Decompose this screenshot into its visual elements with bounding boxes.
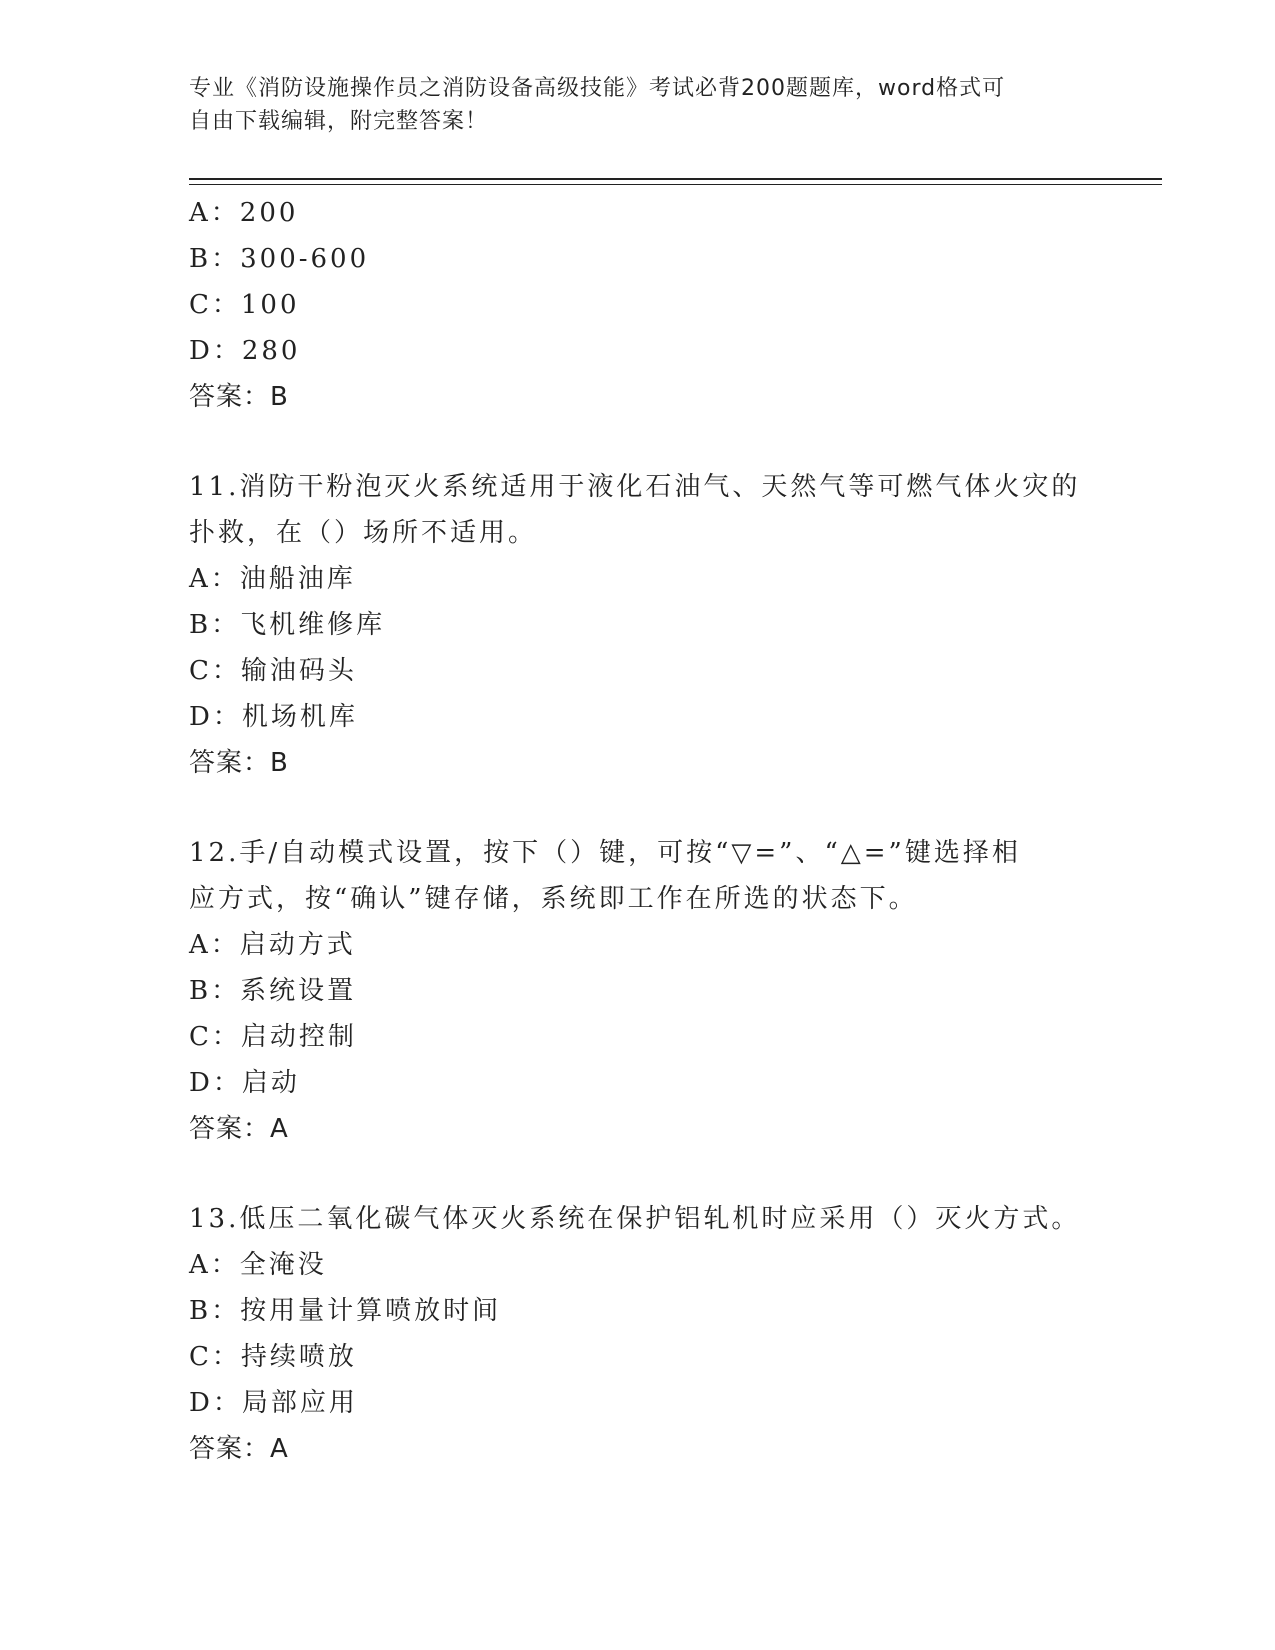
question-11 [189,464,1089,786]
answer-line: 答案：A [189,1114,289,1144]
question-13 [189,1196,1089,1472]
option-a: A：200 [189,198,299,228]
question-text-line-1: 12.手/自动模式设置，按下（）键，可按“▽=”、“△=”键选择相 [189,838,1021,868]
answer-line: 答案：B [189,748,289,778]
answer-line: 答案：B [189,382,289,412]
question-text-line-1: 11.消防干粉泡灭火系统适用于液化石油气、天然气等可燃气体火灾的 [189,472,1081,502]
answer-line: 答案：A [189,1434,289,1464]
spacer [189,1152,1089,1196]
header-divider-thick [189,178,1162,180]
option-c: C：启动控制 [189,1022,357,1052]
spacer [189,420,1089,464]
option-d: D：启动 [189,1068,300,1098]
question-list [189,190,1089,1472]
option-a: A：油船油库 [189,564,356,594]
option-c: C：持续喷放 [189,1342,357,1372]
option-d: D：280 [189,336,301,366]
question-text-line-1: 13.低压二氧化碳气体灭火系统在保护铝轧机时应采用（）灭火方式。 [189,1204,1081,1234]
document-header [189,72,1069,138]
option-b: B：按用量计算喷放时间 [189,1296,502,1326]
option-c: C：100 [189,290,300,320]
header-line-2: 自由下载编辑，附完整答案！ [189,109,489,134]
header-divider-thin [189,184,1162,185]
header-line-1: 专业《消防设施操作员之消防设备高级技能》考试必背200题题库，word格式可 [189,76,1006,101]
option-d: D：局部应用 [189,1388,358,1418]
option-d: D：机场机库 [189,702,358,732]
question-12 [189,830,1089,1152]
question-10 [189,190,1089,420]
option-c: C：输油码头 [189,656,357,686]
option-a: A：全淹没 [189,1250,327,1280]
spacer [189,786,1089,830]
option-b: B：300-600 [189,244,370,274]
option-a: A：启动方式 [189,930,356,960]
question-text-line-2: 扑救，在（）场所不适用。 [189,518,538,548]
option-b: B：飞机维修库 [189,610,386,640]
question-text-line-2: 应方式，按“确认”键存储，系统即工作在所选的状态下。 [189,884,918,914]
option-b: B：系统设置 [189,976,357,1006]
